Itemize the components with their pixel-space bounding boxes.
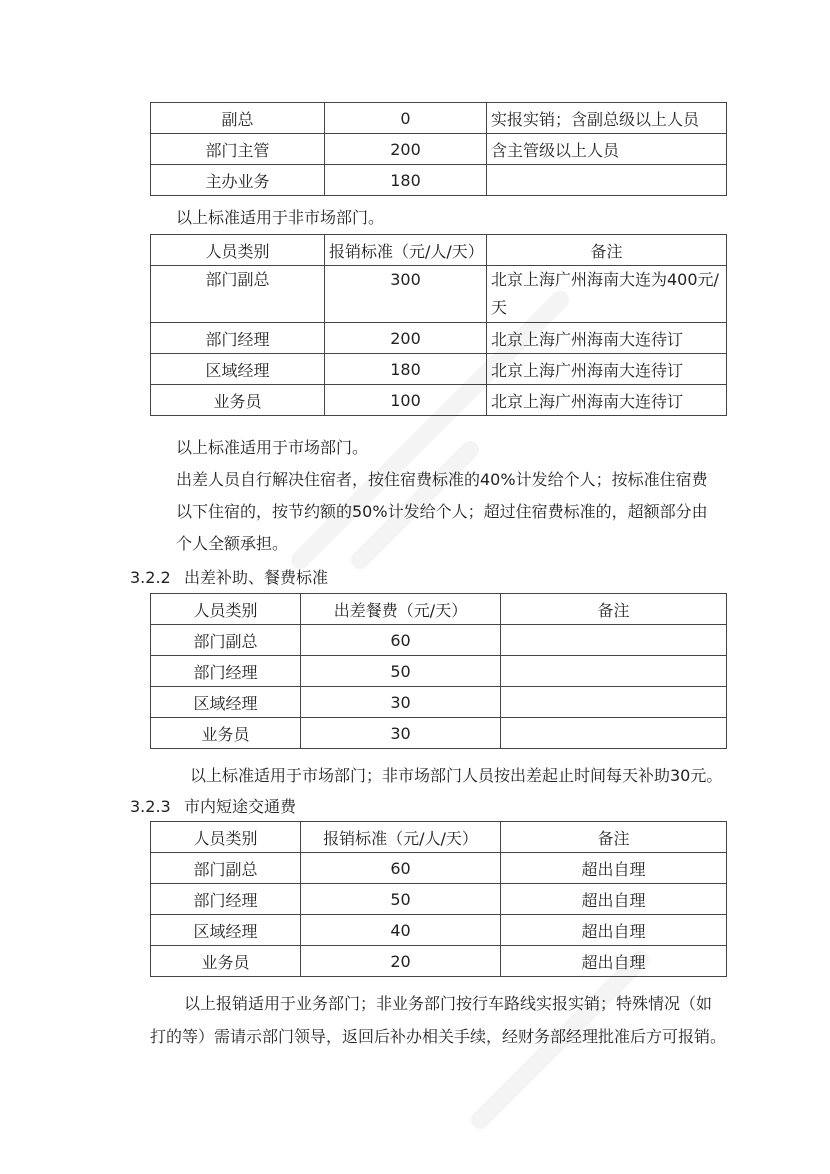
table-cell: 300	[325, 266, 487, 323]
table-row	[151, 625, 727, 656]
column-header: 报销标准（元/人/天）	[301, 822, 501, 853]
table-cell: 60	[301, 625, 501, 656]
table-row	[151, 266, 727, 323]
meal-allowance-note: 以上标准适用于市场部门；非市场部门人员按出差起止时间每天补助30元。	[190, 766, 723, 785]
section-title: 出差补助、餐费标准	[184, 568, 329, 587]
table-cell: 区域经理	[151, 915, 301, 946]
column-header: 出差餐费（元/天）	[301, 594, 501, 625]
table-cell: 超出自理	[501, 853, 727, 884]
table-cell	[487, 165, 727, 196]
table-cell: 部门副总	[151, 853, 301, 884]
table-row	[151, 354, 727, 385]
top-standards-table	[150, 102, 727, 196]
table-cell: 业务员	[151, 718, 301, 749]
column-header: 备注	[501, 822, 727, 853]
lodging-paragraph-line-2: 以下住宿的，按节约额的50%计发给个人；超过住宿费标准的，超额部分由	[176, 502, 708, 521]
table-row	[151, 718, 727, 749]
table-row	[151, 323, 727, 354]
table-cell: 超出自理	[501, 946, 727, 977]
table-row	[151, 946, 727, 977]
table-cell: 北京上海广州海南大连待订	[487, 385, 727, 416]
section-number: 3.2.2	[130, 568, 171, 587]
table-cell: 部门经理	[151, 656, 301, 687]
table-cell: 180	[325, 165, 487, 196]
column-header: 人员类别	[151, 235, 325, 266]
table-cell: 区域经理	[151, 687, 301, 718]
table-row	[151, 385, 727, 416]
table-cell: 100	[325, 385, 487, 416]
table-cell: 北京上海广州海南大连待订	[487, 354, 727, 385]
table-cell: 30	[301, 687, 501, 718]
table-row	[151, 687, 727, 718]
table-row	[151, 656, 727, 687]
table-cell: 副总	[151, 103, 325, 134]
column-header: 备注	[501, 594, 727, 625]
table-cell: 40	[301, 915, 501, 946]
meal-allowance-table	[150, 593, 727, 749]
column-header: 人员类别	[151, 822, 301, 853]
table-header-row	[151, 822, 727, 853]
table-cell: 30	[301, 718, 501, 749]
table-cell: 区域经理	[151, 354, 325, 385]
table-cell: 部门经理	[151, 323, 325, 354]
table-cell: 主办业务	[151, 165, 325, 196]
lodging-paragraph-line-1: 出差人员自行解决住宿者，按住宿费标准的40%计发给个人；按标准住宿费	[176, 470, 708, 489]
table-cell: 业务员	[151, 385, 325, 416]
table-cell: 部门副总	[151, 625, 301, 656]
table-cell: 北京上海广州海南大连为400元/天	[487, 266, 727, 323]
table-cell: 20	[301, 946, 501, 977]
table-cell: 业务员	[151, 946, 301, 977]
table-cell	[501, 625, 727, 656]
lodging-paragraph-line-3: 个人全额承担。	[176, 534, 289, 553]
table-cell: 部门经理	[151, 884, 301, 915]
column-header: 备注	[487, 235, 727, 266]
table-cell: 含主管级以上人员	[487, 134, 727, 165]
table-row	[151, 884, 727, 915]
table-cell: 180	[325, 354, 487, 385]
table-cell: 部门主管	[151, 134, 325, 165]
lodging-standards-table	[150, 234, 727, 416]
table-row	[151, 165, 727, 196]
table-row	[151, 853, 727, 884]
table-cell	[501, 656, 727, 687]
table-cell: 60	[301, 853, 501, 884]
table-cell	[501, 718, 727, 749]
section-heading-323	[130, 795, 296, 819]
table-row	[151, 103, 727, 134]
transport-note-line-2: 打的等）需请示部门领导，返回后补办相关手续，经财务部经理批准后方可报销。	[150, 1027, 727, 1046]
table-header-row	[151, 235, 727, 266]
table-cell: 部门副总	[151, 266, 325, 323]
local-transport-table	[150, 821, 727, 977]
table-cell: 200	[325, 134, 487, 165]
transport-note-line-1: 以上报销适用于业务部门；非业务部门按行车路线实报实销；特殊情况（如	[184, 994, 713, 1013]
table-cell: 0	[325, 103, 487, 134]
section-title: 市内短途交通费	[184, 797, 297, 816]
table-cell: 超出自理	[501, 915, 727, 946]
table-cell: 实报实销；含副总级以上人员	[487, 103, 727, 134]
note-market: 以上标准适用于市场部门。	[176, 438, 369, 457]
table-cell: 200	[325, 323, 487, 354]
table-cell	[501, 687, 727, 718]
table-cell: 北京上海广州海南大连待订	[487, 323, 727, 354]
table-header-row	[151, 594, 727, 625]
column-header: 人员类别	[151, 594, 301, 625]
table-cell: 50	[301, 884, 501, 915]
column-header: 报销标准（元/人/天）	[325, 235, 487, 266]
table-row	[151, 915, 727, 946]
note-non-market: 以上标准适用于非市场部门。	[176, 208, 385, 227]
table-row	[151, 134, 727, 165]
section-heading-322	[130, 566, 328, 590]
section-number: 3.2.3	[130, 797, 171, 816]
table-cell: 超出自理	[501, 884, 727, 915]
table-cell: 50	[301, 656, 501, 687]
